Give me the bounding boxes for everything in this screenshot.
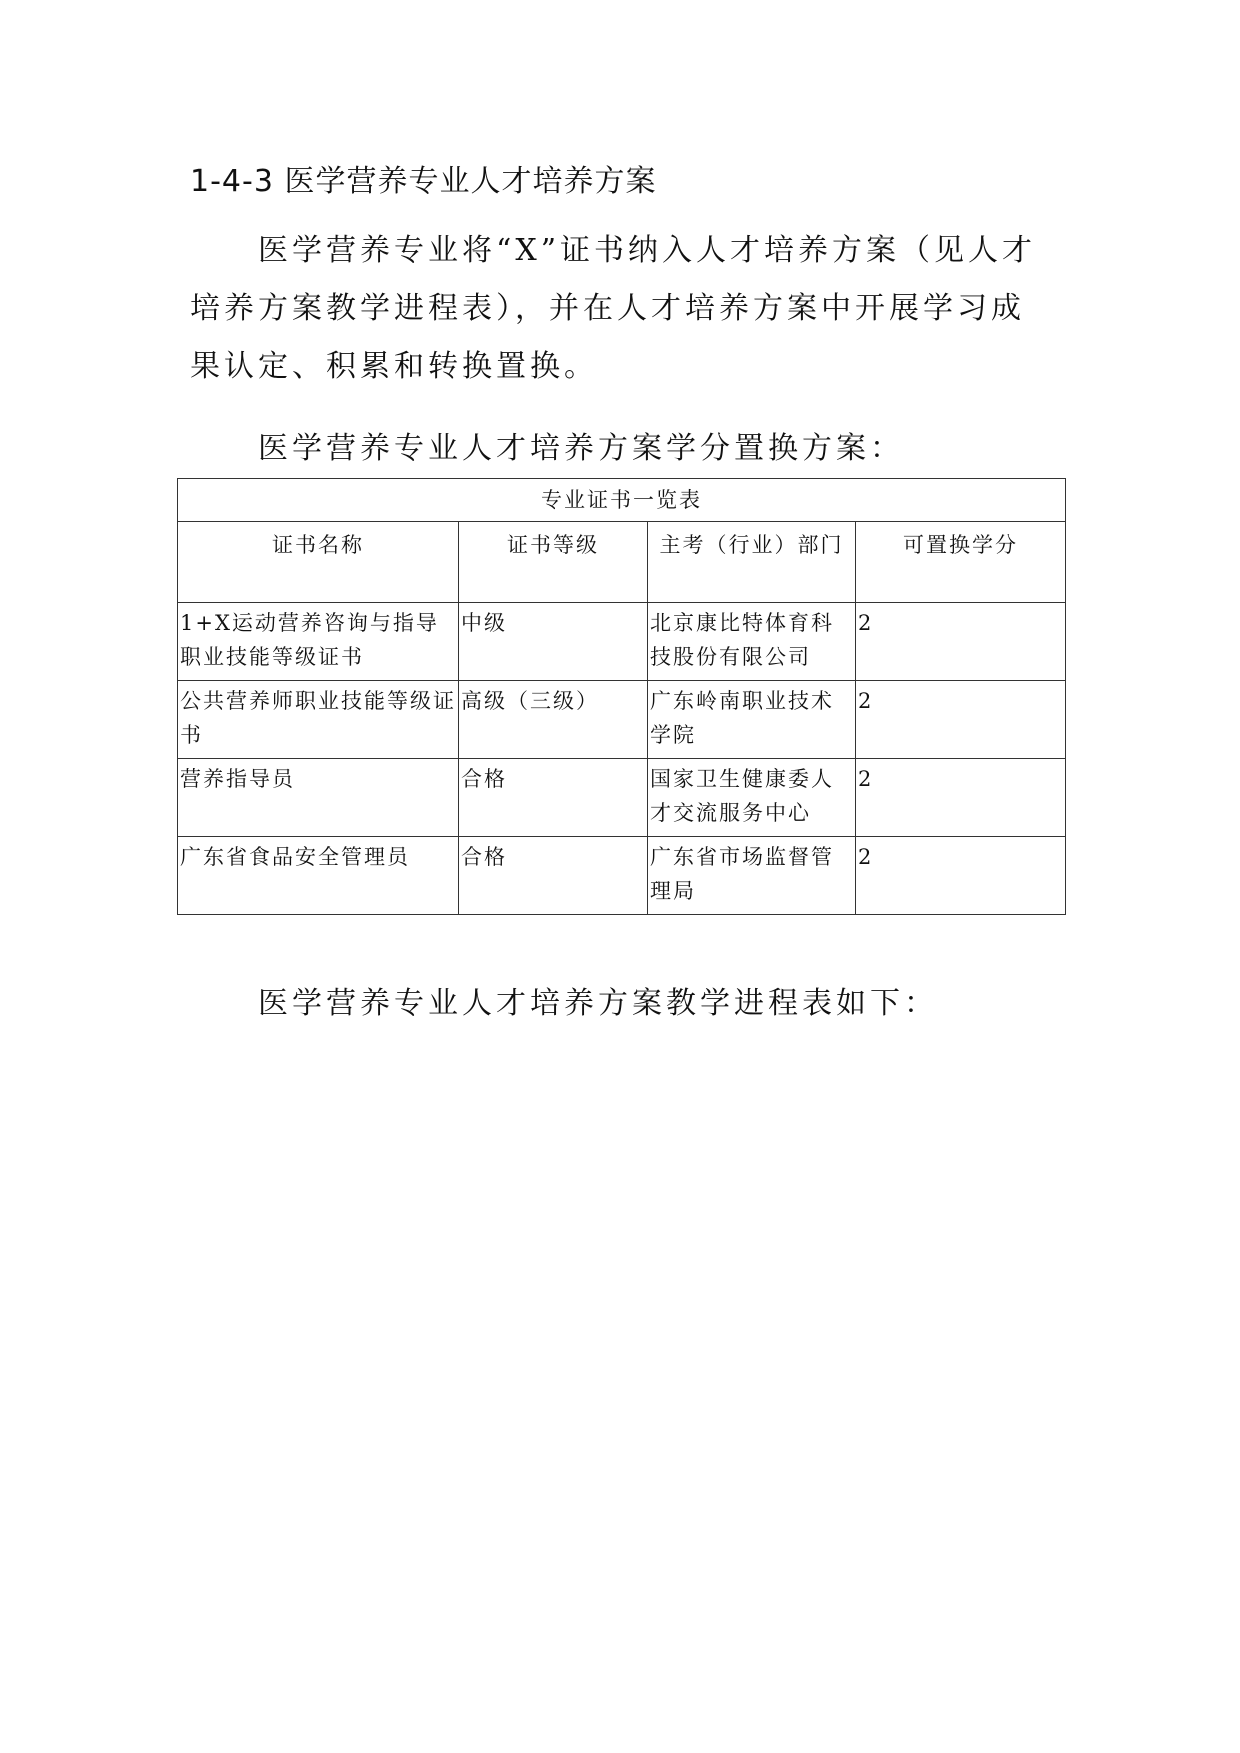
cert-name-cell: 1+X运动营养咨询与指导职业技能等级证书	[178, 603, 459, 681]
cert-level-cell: 中级	[459, 603, 648, 681]
cert-level-cell: 合格	[459, 837, 648, 915]
table-header-row	[178, 522, 1066, 603]
exam-dept-cell: 北京康比特体育科技股份有限公司	[648, 603, 856, 681]
credit-plan-intro: 医学营养专业人才培养方案学分置换方案：	[258, 431, 904, 466]
credit-cell: 2	[856, 759, 1066, 837]
header-credit: 可置换学分	[856, 522, 1066, 603]
section-heading: 1-4-3 医学营养专业人才培养方案	[190, 164, 657, 199]
table-row	[178, 759, 1066, 837]
credit-cell: 2	[856, 837, 1066, 915]
cert-name-cell: 公共营养师职业技能等级证书	[178, 681, 459, 759]
cert-name-cell: 广东省食品安全管理员	[178, 837, 459, 915]
table-caption: 专业证书一览表	[178, 479, 1066, 522]
table-row	[178, 603, 1066, 681]
exam-dept-cell: 广东省市场监督管理局	[648, 837, 856, 915]
certificate-table	[177, 478, 1066, 915]
exam-dept-cell: 国家卫生健康委人才交流服务中心	[648, 759, 856, 837]
intro-paragraph: 医学营养专业将“X”证书纳入人才培养方案（见人才培养方案教学进程表），并在人才培养方案中开展学习成果认定、积累和转换置换。	[190, 233, 1037, 384]
table-row	[178, 681, 1066, 759]
schedule-intro: 医学营养专业人才培养方案教学进程表如下：	[258, 986, 938, 1021]
cert-name-cell: 营养指导员	[178, 759, 459, 837]
credit-cell: 2	[856, 681, 1066, 759]
exam-dept-cell: 广东岭南职业技术学院	[648, 681, 856, 759]
cert-level-cell: 合格	[459, 759, 648, 837]
table-row	[178, 837, 1066, 915]
cert-level-cell: 高级（三级）	[459, 681, 648, 759]
header-cert-name: 证书名称	[178, 522, 459, 603]
table-caption-row	[178, 479, 1066, 522]
header-cert-level: 证书等级	[459, 522, 648, 603]
header-exam-dept: 主考（行业）部门	[648, 522, 856, 603]
credit-cell: 2	[856, 603, 1066, 681]
